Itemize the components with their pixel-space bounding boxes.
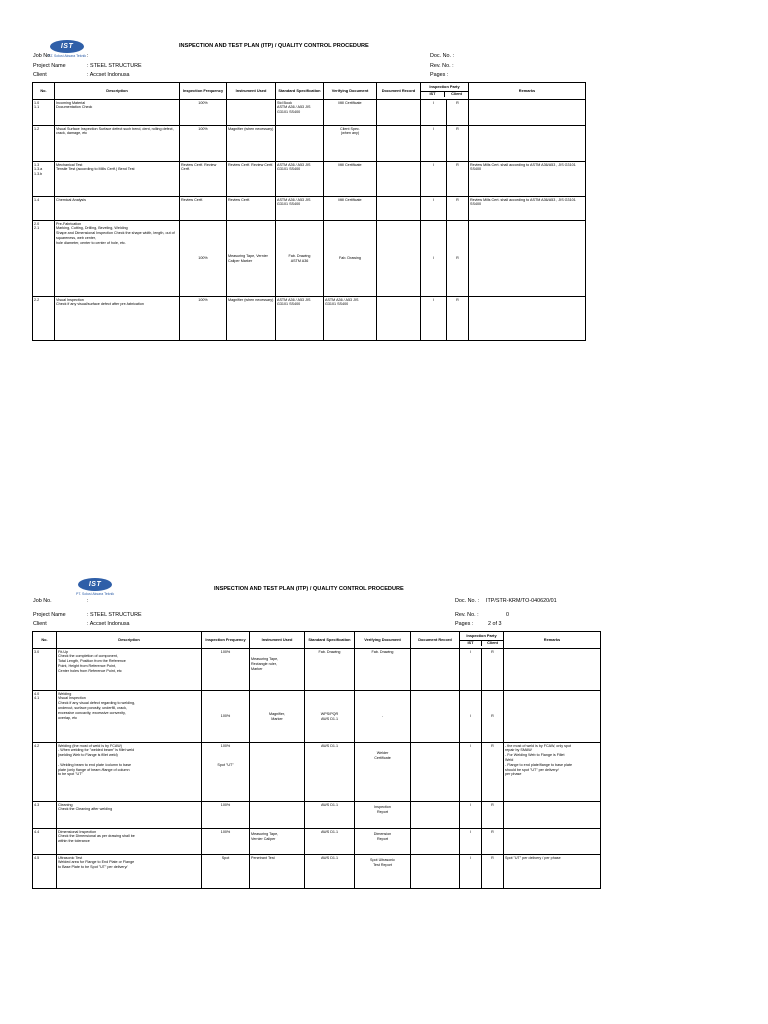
cell-client: R bbox=[482, 855, 504, 889]
cell-instrument: Measuring Tape, Vernier Caliper Marker bbox=[227, 221, 276, 297]
table-row bbox=[33, 802, 601, 829]
col-header-ist: IST bbox=[421, 92, 445, 97]
client-value: : Accset Indonusa bbox=[87, 72, 130, 78]
doc-no-value: ITP/STR-KRM/TO-040620/01 bbox=[486, 598, 557, 604]
inspection-party-label: Inspection Party bbox=[460, 634, 503, 641]
cell-no: 3.0 bbox=[33, 649, 57, 691]
cell-standard: AWS D1.1 bbox=[305, 829, 355, 855]
cell-remarks: Review Mills Cert. shall according to ASTM A36/A53 , JIS G3101 SS400 bbox=[469, 197, 586, 221]
col-header-inspection-party bbox=[460, 632, 504, 649]
cell-instrument: Magnifier, Marker bbox=[250, 691, 305, 743]
pages-value: 2 of 3 bbox=[488, 621, 502, 627]
cell-remarks bbox=[469, 126, 586, 162]
client-label: Client bbox=[33, 621, 47, 627]
project-name-label: Project Name bbox=[33, 612, 66, 618]
cell-verifying: Mill Certificate bbox=[324, 100, 377, 126]
cell-remarks bbox=[504, 649, 601, 691]
table-row bbox=[33, 829, 601, 855]
col-header-instrument: Instrument Used bbox=[227, 83, 276, 100]
cell-client: R bbox=[447, 126, 469, 162]
itp-table bbox=[32, 82, 586, 341]
cell-client: R bbox=[482, 829, 504, 855]
doc-no-label: Doc. No. : bbox=[430, 53, 454, 59]
cell-instrument: Review Certf. bbox=[227, 197, 276, 221]
cell-no: 1.0 1.1 bbox=[33, 100, 55, 126]
pages-label: Pages : bbox=[455, 621, 474, 627]
cell-ist: I bbox=[460, 802, 482, 829]
cell-standard: Fab. Drawing ASTM A36 bbox=[276, 221, 324, 297]
cell-verifying: - bbox=[355, 691, 411, 743]
cell-frequency: Review Certf. bbox=[180, 197, 227, 221]
cell-ist: I bbox=[421, 221, 447, 297]
cell-no: 4.4 bbox=[33, 829, 57, 855]
cell-ist: I bbox=[460, 691, 482, 743]
cell-frequency: 100% bbox=[202, 802, 250, 829]
cell-description: Cleaning Check the Cleaning after welding bbox=[57, 802, 202, 829]
cell-record bbox=[377, 162, 421, 197]
col-header-verifying: Verifying Document bbox=[324, 83, 377, 100]
col-header-inspection-party bbox=[421, 83, 469, 100]
col-header-description: Description bbox=[55, 83, 180, 100]
cell-ist: I bbox=[460, 855, 482, 889]
cell-ist: I bbox=[421, 197, 447, 221]
cell-ist: I bbox=[460, 829, 482, 855]
cell-record bbox=[377, 100, 421, 126]
inspection-party-label: Inspection Party bbox=[421, 85, 468, 92]
cell-no: 1.2 bbox=[33, 126, 55, 162]
cell-standard: Std Book ASTM A36 / A53 JIS G3101 SS400 bbox=[276, 100, 324, 126]
itp-table bbox=[32, 631, 601, 889]
cell-standard: ASTM A36 / A53 JIS G3101 SS400 bbox=[276, 162, 324, 197]
cell-client: R bbox=[447, 197, 469, 221]
cell-instrument: Magnifier (when necessary) bbox=[227, 297, 276, 341]
cell-no: 4.3 bbox=[33, 802, 57, 829]
company-name: PT. Solusi Aksara Teknik bbox=[48, 54, 87, 58]
client-label: Client bbox=[33, 72, 47, 78]
cell-instrument: Magnifier (when necessary) bbox=[227, 126, 276, 162]
col-header-client: Client bbox=[487, 640, 498, 645]
table-row bbox=[33, 162, 586, 197]
cell-standard: AWS D1.1 bbox=[305, 855, 355, 889]
rev-no-label: Rev. No. : bbox=[430, 63, 454, 69]
cell-record bbox=[377, 297, 421, 341]
pages-label: Pages : bbox=[430, 72, 449, 78]
cell-verifying: Mill Certificate bbox=[324, 197, 377, 221]
cell-verifying: Spot Ultrasonic Test Report bbox=[355, 855, 411, 889]
cell-frequency: Review Certf. Review Certf. bbox=[180, 162, 227, 197]
col-header-verifying: Verifying Document bbox=[355, 632, 411, 649]
col-header-remarks: Remarks bbox=[504, 632, 601, 649]
col-header-no: No. bbox=[33, 83, 55, 100]
cell-client: R bbox=[482, 649, 504, 691]
table-row bbox=[33, 197, 586, 221]
cell-frequency: 100% bbox=[202, 691, 250, 743]
cell-instrument: Penetrant Test bbox=[250, 855, 305, 889]
cell-instrument: Measuring Tape, Rectangle ruler, Marker bbox=[250, 649, 305, 691]
cell-description: Incoming Material Documentation Check bbox=[55, 100, 180, 126]
cell-standard: ASTM A36 / A53 JIS G3101 SS400 bbox=[276, 297, 324, 341]
cell-verifying: Inspection Report bbox=[355, 802, 411, 829]
cell-description: Pre-Fabrication Marking, Cutting, Drilling, Beveling, Welding Shape and Dimensional Inspection Check the shape width, length, out of squareness, web center, hole diameter, center to center of hole, etc. bbox=[55, 221, 180, 297]
company-logo bbox=[76, 578, 114, 596]
table-row bbox=[33, 126, 586, 162]
cell-client: R bbox=[447, 221, 469, 297]
cell-no: 1.3 1.3.a 1.3.b bbox=[33, 162, 55, 197]
cell-description: Welding Visual Inspection Check if any visual defect regarding to welding, undercut, surface porosity, underfill, crack, excessive concavity, excessive convexity, overlap, etc bbox=[57, 691, 202, 743]
company-name: PT. Solusi Aksara Teknik bbox=[76, 592, 115, 596]
cell-description: Dimensional Inspection Check the Dimensional as per drawing shall be within the tolerance bbox=[57, 829, 202, 855]
col-header-remarks: Remarks bbox=[469, 83, 586, 100]
cell-standard: AWS D1.1 bbox=[305, 743, 355, 802]
table-row bbox=[33, 743, 601, 802]
cell-verifying: Fab. Drawing bbox=[355, 649, 411, 691]
cell-frequency: Spot bbox=[202, 855, 250, 889]
cell-description: Chemical Analysis bbox=[55, 197, 180, 221]
cell-no: 4.0 4.1 bbox=[33, 691, 57, 743]
cell-remarks: - the most of weld is by FCAW, only spot repair by SMAW - For Welding Web to Flange is Fillet Weld - Flange to end plate/flange to base plate should be spot "UT" per delivery/ per phase bbox=[504, 743, 601, 802]
cell-frequency: 100% bbox=[180, 126, 227, 162]
cell-verifying: Client Spec. (when any) bbox=[324, 126, 377, 162]
cell-record bbox=[377, 221, 421, 297]
cell-description: Visual Surface Inspection Surface defect such bend, dent, rolling defect, crack, damage, etc bbox=[55, 126, 180, 162]
cell-client: R bbox=[482, 691, 504, 743]
cell-verifying: Mill Certificate bbox=[324, 162, 377, 197]
page-title: INSPECTION AND TEST PLAN (ITP) / QUALITY CONTROL PROCEDURE bbox=[179, 43, 369, 49]
cell-ist: I bbox=[460, 649, 482, 691]
table-row bbox=[33, 221, 586, 297]
cell-standard: ASTM A36 / A53 JIS G3101 SS400 bbox=[276, 197, 324, 221]
cell-description: Ultrasonic Test Welded area for Flange to End Plate or Flange to Base Plate to be Spot "UT" per delivery/ bbox=[57, 855, 202, 889]
cell-client: R bbox=[482, 743, 504, 802]
cell-client: R bbox=[447, 100, 469, 126]
cell-remarks bbox=[504, 829, 601, 855]
rev-no-value: 0 bbox=[506, 612, 509, 618]
col-header-standard: Standard Specification bbox=[305, 632, 355, 649]
cell-verifying: ASTM A36 / A53 JIS G3101 SS400 bbox=[324, 297, 377, 341]
cell-no: 4.5 bbox=[33, 855, 57, 889]
cell-instrument: Measuring Tape, Vernier Caliper bbox=[250, 829, 305, 855]
col-header-frequency: Inspection Frequency bbox=[180, 83, 227, 100]
col-header-ist: IST bbox=[460, 641, 482, 646]
cell-ist: I bbox=[421, 126, 447, 162]
doc-no-label: Doc. No. : bbox=[455, 598, 479, 604]
col-header-record: Document Record bbox=[377, 83, 421, 100]
table-row bbox=[33, 691, 601, 743]
col-header-standard: Standard Specification bbox=[276, 83, 324, 100]
cell-ist: I bbox=[421, 162, 447, 197]
company-logo bbox=[48, 40, 86, 58]
cell-frequency: 100% bbox=[180, 100, 227, 126]
company-logo-mark: IST bbox=[50, 40, 84, 53]
cell-standard bbox=[276, 126, 324, 162]
project-name-value: : STEEL STRUCTURE bbox=[87, 63, 142, 69]
cell-no: 2.2 bbox=[33, 297, 55, 341]
cell-description: Mechanical Test Tensile Test (according to Mills Certf.) Bend Test bbox=[55, 162, 180, 197]
job-no-label: Job No. bbox=[33, 598, 52, 604]
cell-record bbox=[411, 855, 460, 889]
col-header-client: Client bbox=[451, 91, 462, 96]
cell-record bbox=[411, 802, 460, 829]
project-name-value: : STEEL STRUCTURE bbox=[87, 612, 142, 618]
table-row bbox=[33, 100, 586, 126]
cell-remarks: Review Mills Cert. shall according to ASTM A36/A53 , JIS G3101 SS400 bbox=[469, 162, 586, 197]
col-header-instrument: Instrument Used bbox=[250, 632, 305, 649]
cell-instrument: Review Certf. Review Certf. bbox=[227, 162, 276, 197]
cell-remarks: Spot "UT" per delivery / per phase bbox=[504, 855, 601, 889]
cell-verifying: Dimension Report bbox=[355, 829, 411, 855]
cell-description: Visual Inspection Check if any visual/surface defect after pre-fabrication bbox=[55, 297, 180, 341]
cell-instrument bbox=[250, 743, 305, 802]
project-name-label: Project Name bbox=[33, 63, 66, 69]
cell-record bbox=[411, 649, 460, 691]
job-no-value: : bbox=[87, 53, 89, 59]
cell-ist: I bbox=[421, 297, 447, 341]
rev-no-label: Rev. No. : bbox=[455, 612, 479, 618]
table-row bbox=[33, 297, 586, 341]
cell-remarks bbox=[504, 691, 601, 743]
cell-frequency: 100% bbox=[180, 221, 227, 297]
cell-standard: Fab. Drawing bbox=[305, 649, 355, 691]
cell-remarks bbox=[469, 100, 586, 126]
cell-record bbox=[411, 829, 460, 855]
job-no-label: Job No. bbox=[33, 53, 52, 59]
cell-ist: I bbox=[421, 100, 447, 126]
cell-instrument bbox=[250, 802, 305, 829]
cell-remarks bbox=[469, 221, 586, 297]
cell-verifying: Fab. Drawing bbox=[324, 221, 377, 297]
cell-record bbox=[411, 691, 460, 743]
cell-frequency: 100% bbox=[202, 829, 250, 855]
cell-standard: WPS/PQR AWS D1.1 bbox=[305, 691, 355, 743]
cell-instrument bbox=[227, 100, 276, 126]
cell-no: 2.0 2.1 bbox=[33, 221, 55, 297]
cell-remarks bbox=[469, 297, 586, 341]
cell-record bbox=[377, 197, 421, 221]
client-value: : Accset Indonusa bbox=[87, 621, 130, 627]
cell-no: 4.2 bbox=[33, 743, 57, 802]
cell-no: 1.4 bbox=[33, 197, 55, 221]
col-header-no: No. bbox=[33, 632, 57, 649]
table-row bbox=[33, 855, 601, 889]
cell-frequency: 100% bbox=[180, 297, 227, 341]
cell-ist: I bbox=[460, 743, 482, 802]
cell-frequency: 100% Spot "UT" bbox=[202, 743, 250, 802]
cell-description: Welding (the most of weld is by FCAW) - When welding for "welded beam" is fillet weld (welding Web to Flange is fillet weld) - Welding beam to end plate /column to base plate (only flange of beam /flange of column to be spot "UT" bbox=[57, 743, 202, 802]
cell-standard: AWS D1.1 bbox=[305, 802, 355, 829]
cell-record bbox=[377, 126, 421, 162]
page-title: INSPECTION AND TEST PLAN (ITP) / QUALITY CONTROL PROCEDURE bbox=[214, 586, 404, 592]
table-row bbox=[33, 649, 601, 691]
cell-remarks bbox=[504, 802, 601, 829]
cell-client: R bbox=[482, 802, 504, 829]
col-header-record: Document Record bbox=[411, 632, 460, 649]
cell-verifying: Welder Certificate bbox=[355, 743, 411, 802]
cell-client: R bbox=[447, 162, 469, 197]
col-header-frequency: Inspection Frequency bbox=[202, 632, 250, 649]
cell-description: Fit-Up Check the completion of component, Total Length, Position from the Reference Point, Height from Reference Point, Center holes from Reference Point, etc bbox=[57, 649, 202, 691]
cell-client: R bbox=[447, 297, 469, 341]
cell-frequency: 100% bbox=[202, 649, 250, 691]
col-header-description: Description bbox=[57, 632, 202, 649]
company-logo-mark: IST bbox=[78, 578, 112, 591]
job-no-value: : bbox=[87, 598, 89, 604]
cell-record bbox=[411, 743, 460, 802]
